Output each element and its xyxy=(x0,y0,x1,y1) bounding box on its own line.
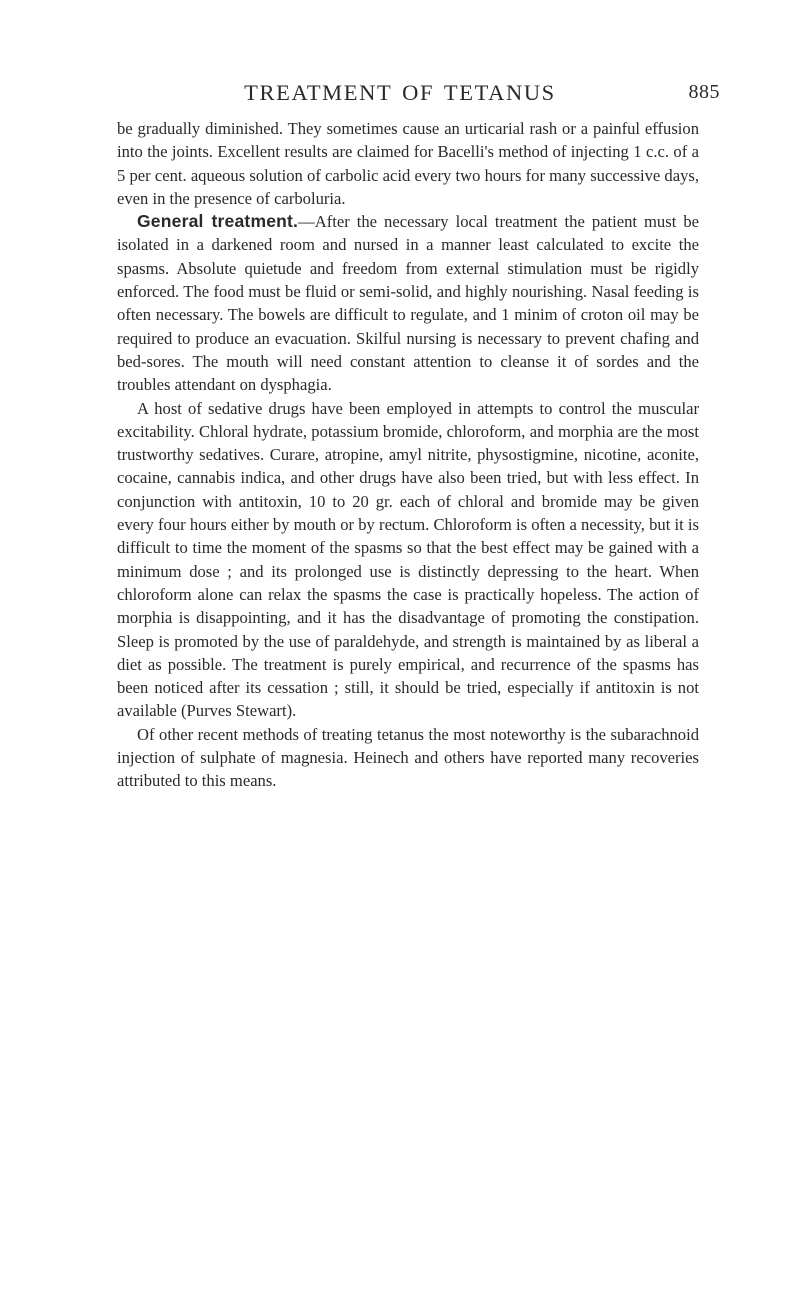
paragraph-carbolic-acid: be gradually diminished. They sometimes cause an urticarial rash or a painful effusion into the joints. Excellent results are claimed for Bacelli's method of injecting 1 c.c. of a 5 per cent. aqueous solution of carbolic acid every two hours for many successive days, even in the presence of carboluria. xyxy=(117,119,699,208)
page-number: 885 xyxy=(688,81,720,103)
paragraph-general-treatment xyxy=(117,210,699,396)
paragraph-recent-methods: Of other recent methods of treating tetanus the most noteworthy is the subarachnoid injection of sulphate of magnesia. Heinech and others have reported many recoveries attributed to this means. xyxy=(117,724,699,791)
section-heading-general-treatment: General treatment. xyxy=(137,211,299,232)
running-head xyxy=(0,80,800,114)
body-text xyxy=(117,117,699,793)
running-title: TREATMENT OF TETANUS xyxy=(244,80,556,105)
paragraph-general-treatment-text: —After the necessary local treatment the patient must be isolated in a darkened room and nursed in a manner least calculated to excite the spasms. Absolute quietude and freedom from external stimulation must be rigidly enforced. The food must be fluid or semi-solid, and highly nourishing. Nasal feeding is often necessary. The bowels are difficult to regulate, and 1 minim of croton oil may be required to produce an evacuation. Skilful nursing is necessary to prevent chafing and bed-sores. The mouth will need constant attention to cleanse it of sordes and the troubles attendant on dysphagia. xyxy=(117,212,699,395)
paragraph-sedative-drugs: A host of sedative drugs have been employed in attempts to control the muscular excitability. Chloral hydrate, potassium bromide, chloroform, and morphia are the most trustworthy sedatives. Curare, atropine, amyl nitrite, physostigmine, nicotine, aconite, cocaine, cannabis indica, and other drugs have also been tried, but with less effect. In conjunction with antitoxin, 10 to 20 gr. each of chloral and bromide may be given every four hours either by mouth or by rectum. Chloroform is often a necessity, but it is difficult to time the moment of the spasms so that the best effect may be gained with a minimum dose ; and its prolonged use is distinctly depressing to the heart. When chloroform alone can relax the spasms the case is practically hopeless. The action of morphia is disappointing, and it has the disadvantage of promoting the constipation. Sleep is promoted by the use of paraldehyde, and strength is maintained by as liberal a diet as possible. The treatment is purely empirical, and recurrence of the spasms has been noticed after its cessation ; still, it should be tried, especially if antitoxin is not available (Purves Stewart). xyxy=(117,398,699,721)
